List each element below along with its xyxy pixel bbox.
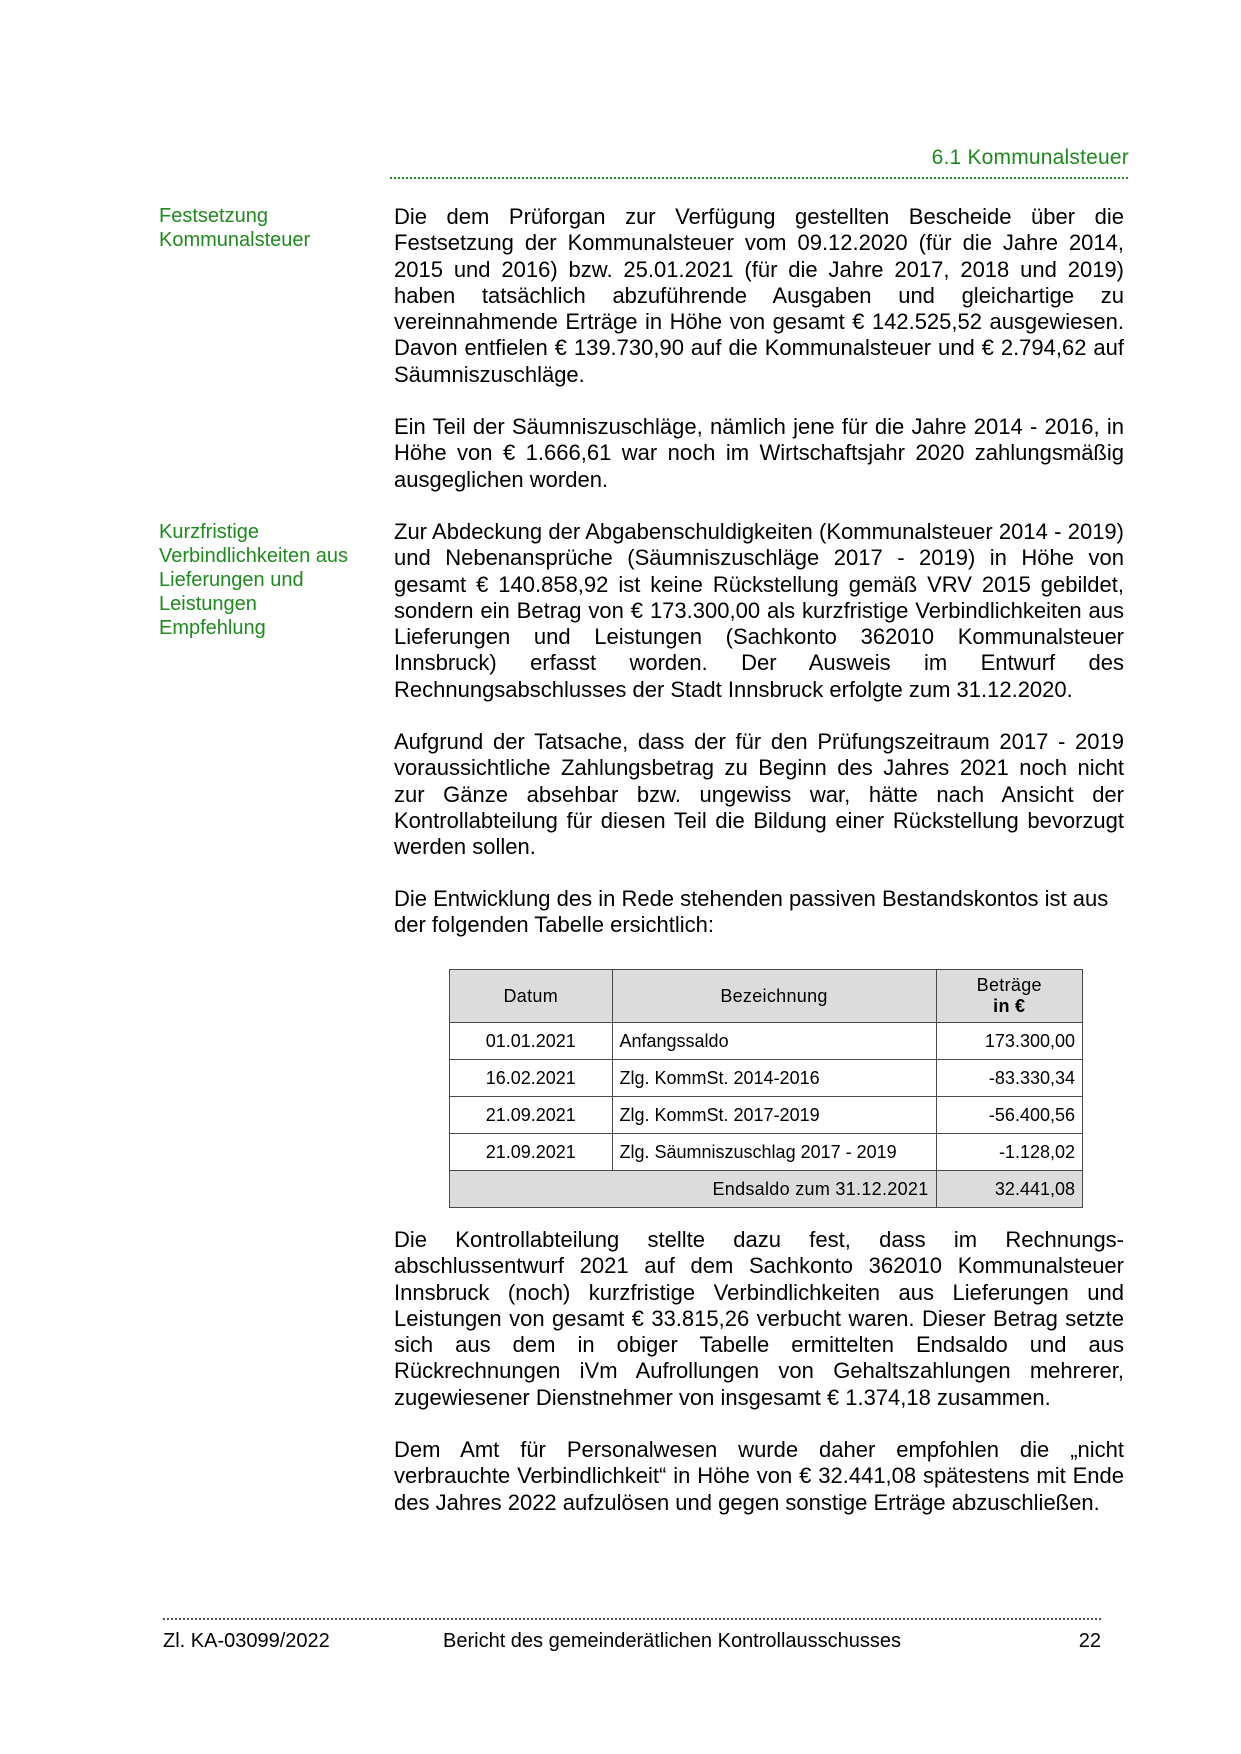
cell-bezeichnung: Anfangssaldo [612, 1023, 936, 1060]
cell-datum: 16.02.2021 [450, 1060, 613, 1097]
account-development-table [449, 969, 1083, 1208]
header-divider [390, 177, 1128, 179]
cell-betrag: -83.330,34 [936, 1060, 1082, 1097]
margin-note-line: Lieferungen und [159, 569, 304, 591]
page-number: 22 [1078, 1630, 1101, 1652]
table-row [450, 1134, 1083, 1171]
total-label: Endsaldo zum 31.12.2021 [450, 1171, 937, 1208]
column-header-betraege [936, 970, 1082, 1023]
margin-note-festsetzung [159, 204, 374, 252]
cell-datum: 01.01.2021 [450, 1023, 613, 1060]
cell-betrag: -1.128,02 [936, 1134, 1082, 1171]
footer-reference: Zl. KA-03099/2022 [163, 1630, 330, 1652]
paragraph-saeumniszuschlaege: Ein Teil der Säumniszuschläge, nämlich jene für die Jahre 2014 - 2016, in Höhe von € 1.666,61 war noch im Wirtschaftsjahr 2020 zahlungsmäßig ausgeglichen worden. [394, 414, 1124, 492]
cell-datum: 21.09.2021 [450, 1097, 613, 1134]
footer-report-title: Bericht des gemeinderätlichen Kontrollausschusses [443, 1630, 902, 1652]
paragraph-empfehlung: Dem Amt für Personalwesen wurde daher empfohlen die „nicht verbrauchte Verbindlichkeit“ in Höhe von € 32.441,08 spätestens mit Ende des Jahres 2022 aufzulösen und gegen sonstige Erträge abzuschließen. [394, 1437, 1124, 1515]
margin-note-kurzfristige [159, 520, 374, 640]
footer-divider [163, 1618, 1101, 1620]
cell-bezeichnung: Zlg. Säumniszuschlag 2017 - 2019 [612, 1134, 936, 1171]
column-header-bezeichnung: Bezeichnung [612, 970, 936, 1023]
table-row [450, 1097, 1083, 1134]
total-amount: 32.441,08 [936, 1171, 1082, 1208]
margin-note-line: Verbindlichkeiten aus [159, 545, 349, 567]
column-header-datum: Datum [450, 970, 613, 1023]
margin-note-line: Kommunalsteuer [159, 229, 311, 251]
table-total-row [450, 1171, 1083, 1208]
paragraph-festsetzung: Die dem Prüforgan zur Verfügung gestellten Bescheide über die Festsetzung der Kommunalsteuer vom 09.12.2020 (für die Jahre 2014, 2015 und 2016) bzw. 25.01.2021 (für die Jahre 2017, 2018 und 2019) haben tatsächlich abzuführende Ausgaben und gleichartige zu vereinnahmende Erträge in Höhe von gesamt € 142.525,52 ausgewiesen. Davon entfielen € 139.730,90 auf die Kommunalsteuer und € 2.794,62 auf Säumniszuschläge. [394, 204, 1124, 387]
cell-bezeichnung: Zlg. KommSt. 2014-2016 [612, 1060, 936, 1097]
table-header-row [450, 970, 1083, 1023]
margin-note-line: Leistungen [159, 593, 257, 615]
table-row [450, 1060, 1083, 1097]
paragraph-aufgrund: Aufgrund der Tatsache, dass der für den Prüfungszeitraum 2017 - 2019 voraussichtliche Zahlungsbetrag zu Beginn des Jahres 2021 noch nicht zur Gänze absehbar bzw. ungewiss war, hätte nach Ansicht der Kontrollabteilung für diesen Teil die Bildung einer Rückstellung bevorzugt werden sollen. [394, 729, 1124, 860]
cell-datum: 21.09.2021 [450, 1134, 613, 1171]
column-header-betraege-unit: in € [993, 996, 1026, 1016]
section-title: 6.1 Kommunalsteuer [931, 146, 1129, 169]
cell-betrag: 173.300,00 [936, 1023, 1082, 1060]
table-row [450, 1023, 1083, 1060]
paragraph-feststellung: Die Kontrollabteilung stellte dazu fest, dass im Rechnungs-abschlussentwurf 2021 auf dem Sachkonto 362010 Kommunalsteuer Innsbruck (noch) kurzfristige Verbindlichkeiten aus Lieferungen und Leistungen von gesamt € 33.815,26 verbucht waren. Dieser Betrag setzte sich aus dem in obiger Tabelle ermittelten Endsaldo und aus Rückrechnungen iVm Aufrollungen von Gehaltszahlungen mehrerer, zugewiesener Dienstnehmer von insgesamt € 1.374,18 zusammen. [394, 1227, 1124, 1410]
cell-betrag: -56.400,56 [936, 1097, 1082, 1134]
paragraph-entwicklung: Die Entwicklung des in Rede stehenden passiven Bestandskontos ist aus der folgenden Tabelle ersichtlich: [394, 886, 1109, 938]
margin-note-line: Kurzfristige [159, 521, 260, 543]
paragraph-abdeckung: Zur Abdeckung der Abgabenschuldigkeiten (Kommunalsteuer 2014 - 2019) und Nebenansprüche (Säumniszuschläge 2017 - 2019) in Höhe von gesamt € 140.858,92 ist keine Rückstellung gemäß VRV 2015 gebildet, sondern ein Betrag von € 173.300,00 als kurzfristige Verbindlichkeiten aus Lieferungen und Leistungen (Sachkonto 362010 Kommunalsteuer Innsbruck) erfasst worden. Der Ausweis im Entwurf des Rechnungsabschlusses der Stadt Innsbruck erfolgte zum 31.12.2020. [394, 519, 1124, 702]
margin-note-line: Empfehlung [159, 617, 266, 639]
margin-note-line: Festsetzung [159, 205, 268, 227]
column-header-betraege-label: Beträge [976, 975, 1042, 995]
cell-bezeichnung: Zlg. KommSt. 2017-2019 [612, 1097, 936, 1134]
